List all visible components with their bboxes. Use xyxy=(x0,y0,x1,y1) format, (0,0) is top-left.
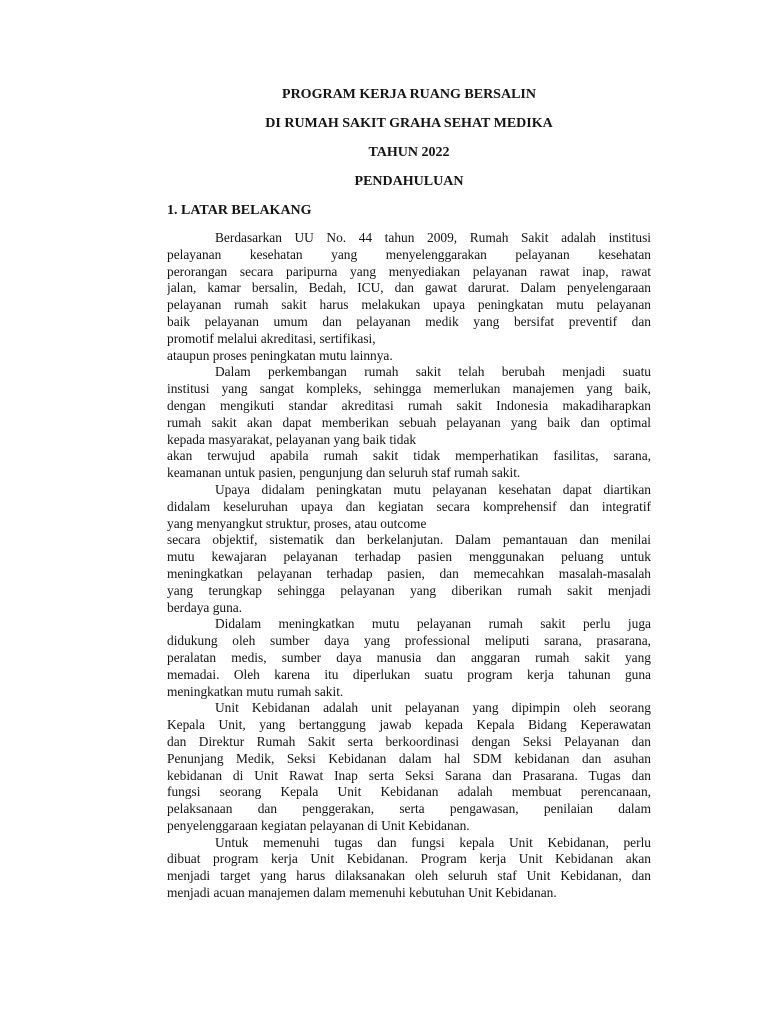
text-line: rumah sakit akan dapat memberikan sebuah pelayanan yang baik dan optimal xyxy=(167,414,651,430)
text-line: secara objektif, sistematik dan berkelanjutan. Dalam pemantauan dan menilai xyxy=(167,532,651,548)
text-line: akan terwujud apabila rumah sakit tidak memperhatikan fasilitas, sarana, xyxy=(167,448,651,464)
text-line: dengan mengikuti standar akreditasi rumah sakit Indonesia makadiharapkan xyxy=(167,397,651,413)
chapter-title: PENDAHULUAN xyxy=(354,174,464,189)
text-line: menjadi target yang harus dilaksanakan oleh seluruh staf Unit Kebidanan, dan xyxy=(167,868,651,884)
body-text xyxy=(167,230,651,902)
text-line: yang terungkap sehingga pelayanan yang diberikan rumah sakit menjadi xyxy=(167,582,651,598)
text-line: keamanan untuk pasien, pengunjung dan seluruh staf rumah sakit. xyxy=(167,465,521,481)
text-line: pelayanan rumah sakit harus melakukan upaya peningkatan mutu pelayanan xyxy=(167,297,651,313)
text-line: meningkatkan mutu rumah sakit. xyxy=(167,683,344,699)
document-page xyxy=(167,86,651,902)
text-line: Berdasarkan UU No. 44 tahun 2009, Rumah Sakit adalah institusi xyxy=(215,230,651,245)
text-line: perorangan secara paripurna yang menyediakan pelayanan rawat inap, rawat xyxy=(167,263,651,279)
text-line: mutu kewajaran pelayanan terhadap pasien menggunakan peluang untuk xyxy=(167,549,651,565)
text-line: baik pelayanan umum dan pelayanan medik yang bersifat preventif dan xyxy=(167,313,651,329)
text-line: meningkatkan pelayanan terhadap pasien, dan memecahkan masalah-masalah xyxy=(167,565,651,581)
text-line: pelayanan kesehatan yang menyelenggarakan pelayanan kesehatan xyxy=(167,246,651,262)
text-line: dibuat program kerja Unit Kebidanan. Program kerja Unit Kebidanan akan xyxy=(167,851,651,867)
text-line: Dalam perkembangan rumah sakit telah berubah menjadi suatu xyxy=(215,364,651,380)
text-line: kepada masyarakat, pelayanan yang baik tidak xyxy=(167,431,417,447)
text-line: kebidanan di Unit Rawat Inap serta Seksi Sarana dan Prasarana. Tugas dan xyxy=(167,767,651,783)
text-line: didalam keseluruhan upaya dan kegiatan secara komprehensif dan integratif xyxy=(167,498,651,514)
text-line: Didalam meningkatkan mutu pelayanan rumah sakit perlu juga xyxy=(215,616,651,632)
document-year: TAHUN 2022 xyxy=(368,145,450,160)
section-heading: 1. LATAR BELAKANG xyxy=(167,203,312,218)
text-line: dan Direktur Rumah Sakit serta berkoordinasi dengan Seksi Pelayanan dan xyxy=(167,733,651,749)
text-line: menjadi acuan manajemen dalam memenuhi kebutuhan Unit Kebidanan. xyxy=(167,885,557,901)
text-line: fungsi seorang Kepala Unit Kebidanan adalah membuat perencanaan, xyxy=(167,784,651,800)
hospital-name: DI RUMAH SAKIT GRAHA SEHAT MEDIKA xyxy=(265,116,553,131)
text-line: jalan, kamar bersalin, Bedah, ICU, dan gawat darurat. Dalam penyelengaraan xyxy=(167,280,651,296)
text-line: pelaksanaan dan penggerakan, serta pengawasan, penilaian dalam xyxy=(167,801,651,817)
text-line: Kepala Unit, yang bertanggung jawab kepada Kepala Bidang Keperawatan xyxy=(167,717,651,733)
text-line: Upaya didalam peningkatan mutu pelayanan kesehatan dapat diartikan xyxy=(215,481,651,497)
text-line: yang menyangkut struktur, proses, atau outcome xyxy=(167,515,427,531)
text-line: peralatan medis, sumber daya manusia dan anggaran rumah sakit yang xyxy=(167,649,651,665)
text-line: penyelenggaraan kegiatan pelayanan di Unit Kebidanan. xyxy=(167,817,470,833)
text-line: ataupun proses peningkatan mutu lainnya. xyxy=(167,347,393,363)
text-line: memadai. Oleh karena itu diperlukan suatu program kerja tahunan guna xyxy=(167,666,651,682)
text-line: Unit Kebidanan adalah unit pelayanan yang dipimpin oleh seorang xyxy=(215,700,651,716)
text-line: institusi yang sangat kompleks, sehingga memerlukan manajemen yang baik, xyxy=(167,381,651,397)
text-line: didukung oleh sumber daya yang professional meliputi sarana, prasarana, xyxy=(167,633,651,649)
text-line: berdaya guna. xyxy=(167,599,243,615)
document-title: PROGRAM KERJA RUANG BERSALIN xyxy=(282,87,536,102)
text-line: Penunjang Medik, Seksi Kebidanan dalam hal SDM kebidanan dan asuhan xyxy=(167,750,651,766)
text-line: promotif melalui akreditasi, sertifikasi, xyxy=(167,330,376,346)
text-line: Untuk memenuhi tugas dan fungsi kepala Unit Kebidanan, perlu xyxy=(215,834,651,850)
